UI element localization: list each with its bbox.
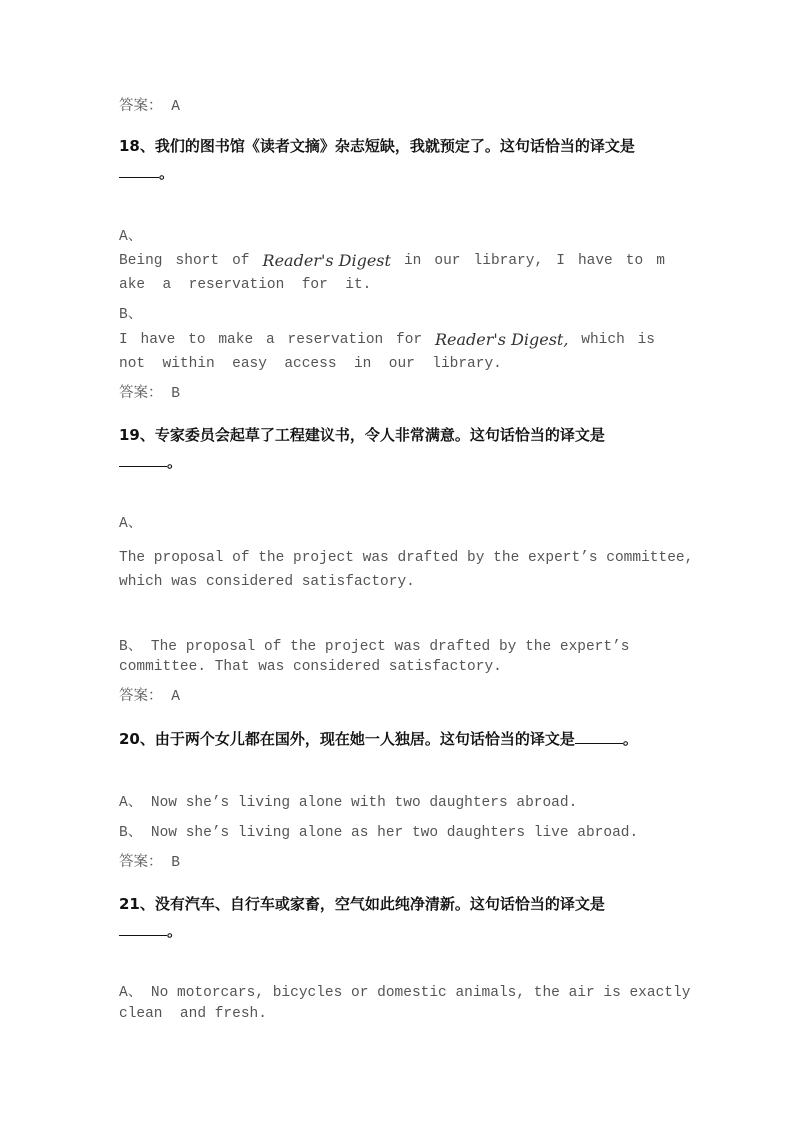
answer-19: 答案： A (119, 689, 180, 705)
q18-option-b-line-2: not within easy access in our library. (119, 356, 502, 372)
question-20: 20、由于两个女儿都在国外，现在她一人独居。这句话恰当的译文是 。 (119, 730, 638, 748)
question-19: 19、专家委员会起草了工程建议书，令人非常满意。这句话恰当的译文是 (119, 426, 605, 444)
question-19-blank-line: 。 (119, 452, 182, 471)
answer-20: 答案： B (119, 855, 180, 871)
option-b-label: B、 (119, 307, 143, 323)
option-a-label: A、 (119, 516, 143, 532)
q21-option-a-line-2: clean and fresh. (119, 1006, 267, 1022)
q18-option-b-line-1: I have to make a reservation for Reader's Digest, which is (119, 330, 655, 349)
q19-option-a-line-1: The proposal of the project was drafted by the expert’s committee, (119, 550, 694, 566)
answer-blank (575, 729, 623, 744)
answer-17: 答案： A (119, 99, 180, 115)
q20-option-a: A、 Now she’s living alone with two daughters abroad. (119, 795, 578, 811)
question-21-blank-line: 。 (119, 921, 182, 940)
question-21: 21、没有汽车、自行车或家畜，空气如此纯净清新。这句话恰当的译文是 (119, 895, 605, 913)
q21-option-a-line-1: A、 No motorcars, bicycles or domestic animals, the air is exactly (119, 985, 691, 1001)
answer-18: 答案： B (119, 386, 180, 402)
answer-blank (119, 921, 167, 936)
question-18: 18、我们的图书馆《读者文摘》杂志短缺，我就预定了。这句话恰当的译文是 (119, 137, 635, 155)
q18-option-a-line-2: ake a reservation for it. (119, 277, 372, 293)
q19-option-a-line-2: which was considered satisfactory. (119, 574, 415, 590)
title-readers-digest: Reader's Digest (262, 251, 391, 270)
option-a-label: A、 (119, 229, 143, 245)
answer-blank (119, 163, 159, 178)
q19-option-b-line-1: B、 The proposal of the project was drafted by the expert’s (119, 639, 630, 655)
q19-option-b-line-2: committee. That was considered satisfactory. (119, 659, 502, 675)
title-readers-digest: Reader's Digest, (434, 330, 569, 349)
answer-blank (119, 452, 167, 467)
q18-option-a-line-1: Being short of Reader's Digest in our library, I have to m (119, 251, 665, 270)
q20-option-b: B、 Now she’s living alone as her two daughters live abroad. (119, 825, 639, 841)
question-18-blank-line: 。 (119, 163, 174, 182)
